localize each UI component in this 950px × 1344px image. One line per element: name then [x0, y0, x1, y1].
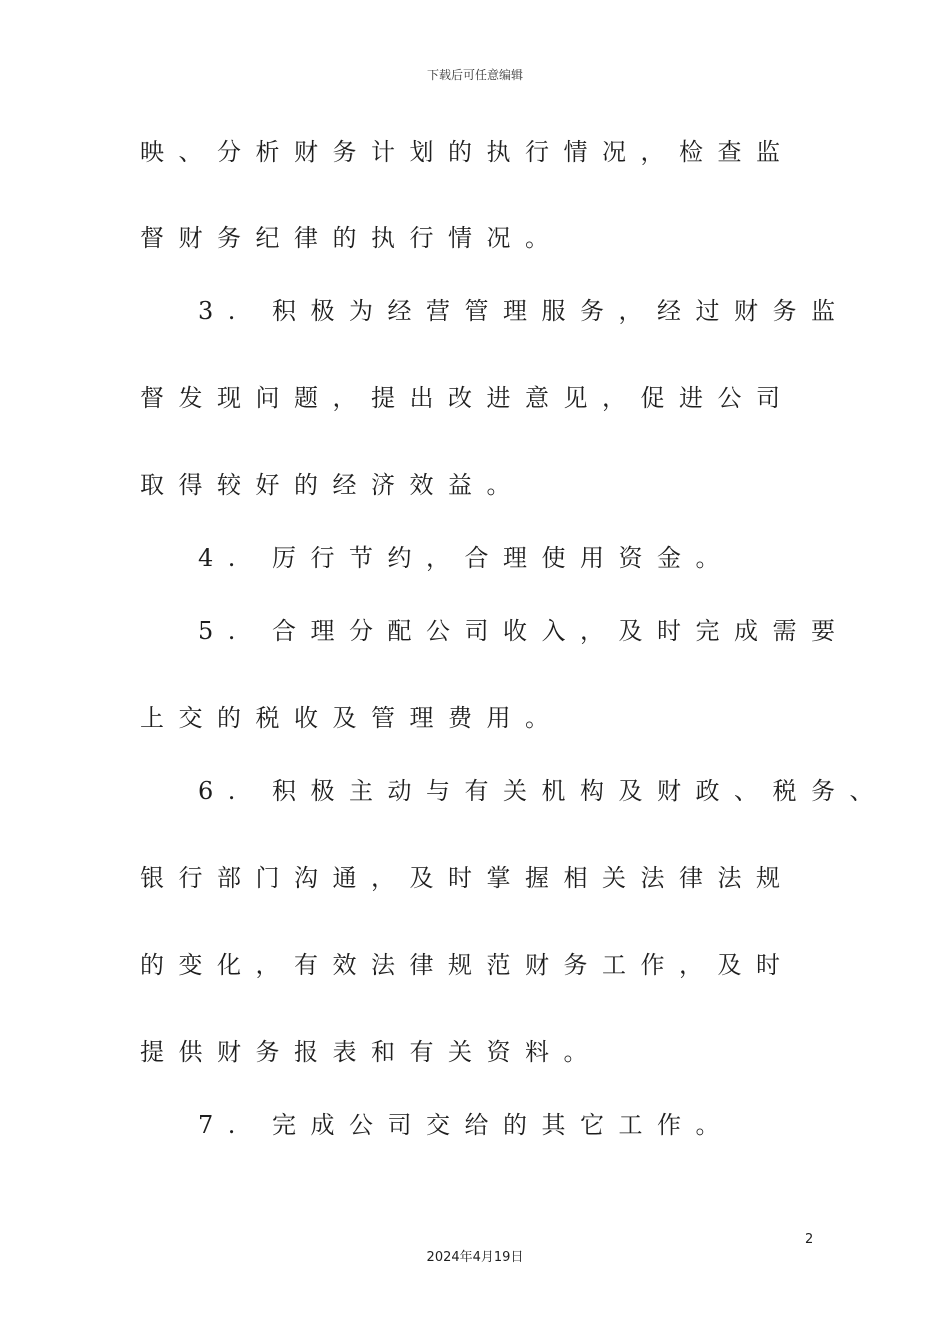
text-line: 的变化，有效法律规范财务工作，及时 — [140, 951, 795, 979]
text-line: 提供财务报表和有关资料。 — [140, 1038, 602, 1066]
text-line: 督财务纪律的执行情况。 — [140, 224, 564, 252]
text-line: 7. 完成公司交给的其它工作。 — [198, 1111, 735, 1139]
text-line: 3. 积极为经营管理服务，经过财务监 — [198, 297, 850, 325]
text-line: 取得较好的经济效益。 — [140, 471, 525, 499]
text-line: 4. 厉行节约，合理使用资金。 — [198, 544, 735, 572]
page-header: 下载后可任意编辑 — [426, 68, 523, 82]
text-line: 督发现问题，提出改进意见，促进公司 — [140, 384, 795, 412]
text-line: 6. 积极主动与有关机构及财政、税务、 — [198, 777, 889, 805]
footer-date: 2024年4月19日 — [426, 1250, 524, 1265]
page-number: 2 — [805, 1232, 814, 1247]
text-line: 上交的税收及管理费用。 — [140, 704, 564, 732]
text-line: 5. 合理分配公司收入，及时完成需要 — [198, 617, 850, 645]
text-line: 银行部门沟通，及时掌握相关法律法规 — [140, 864, 795, 892]
text-line: 映、分析财务计划的执行情况，检查监 — [140, 138, 795, 166]
